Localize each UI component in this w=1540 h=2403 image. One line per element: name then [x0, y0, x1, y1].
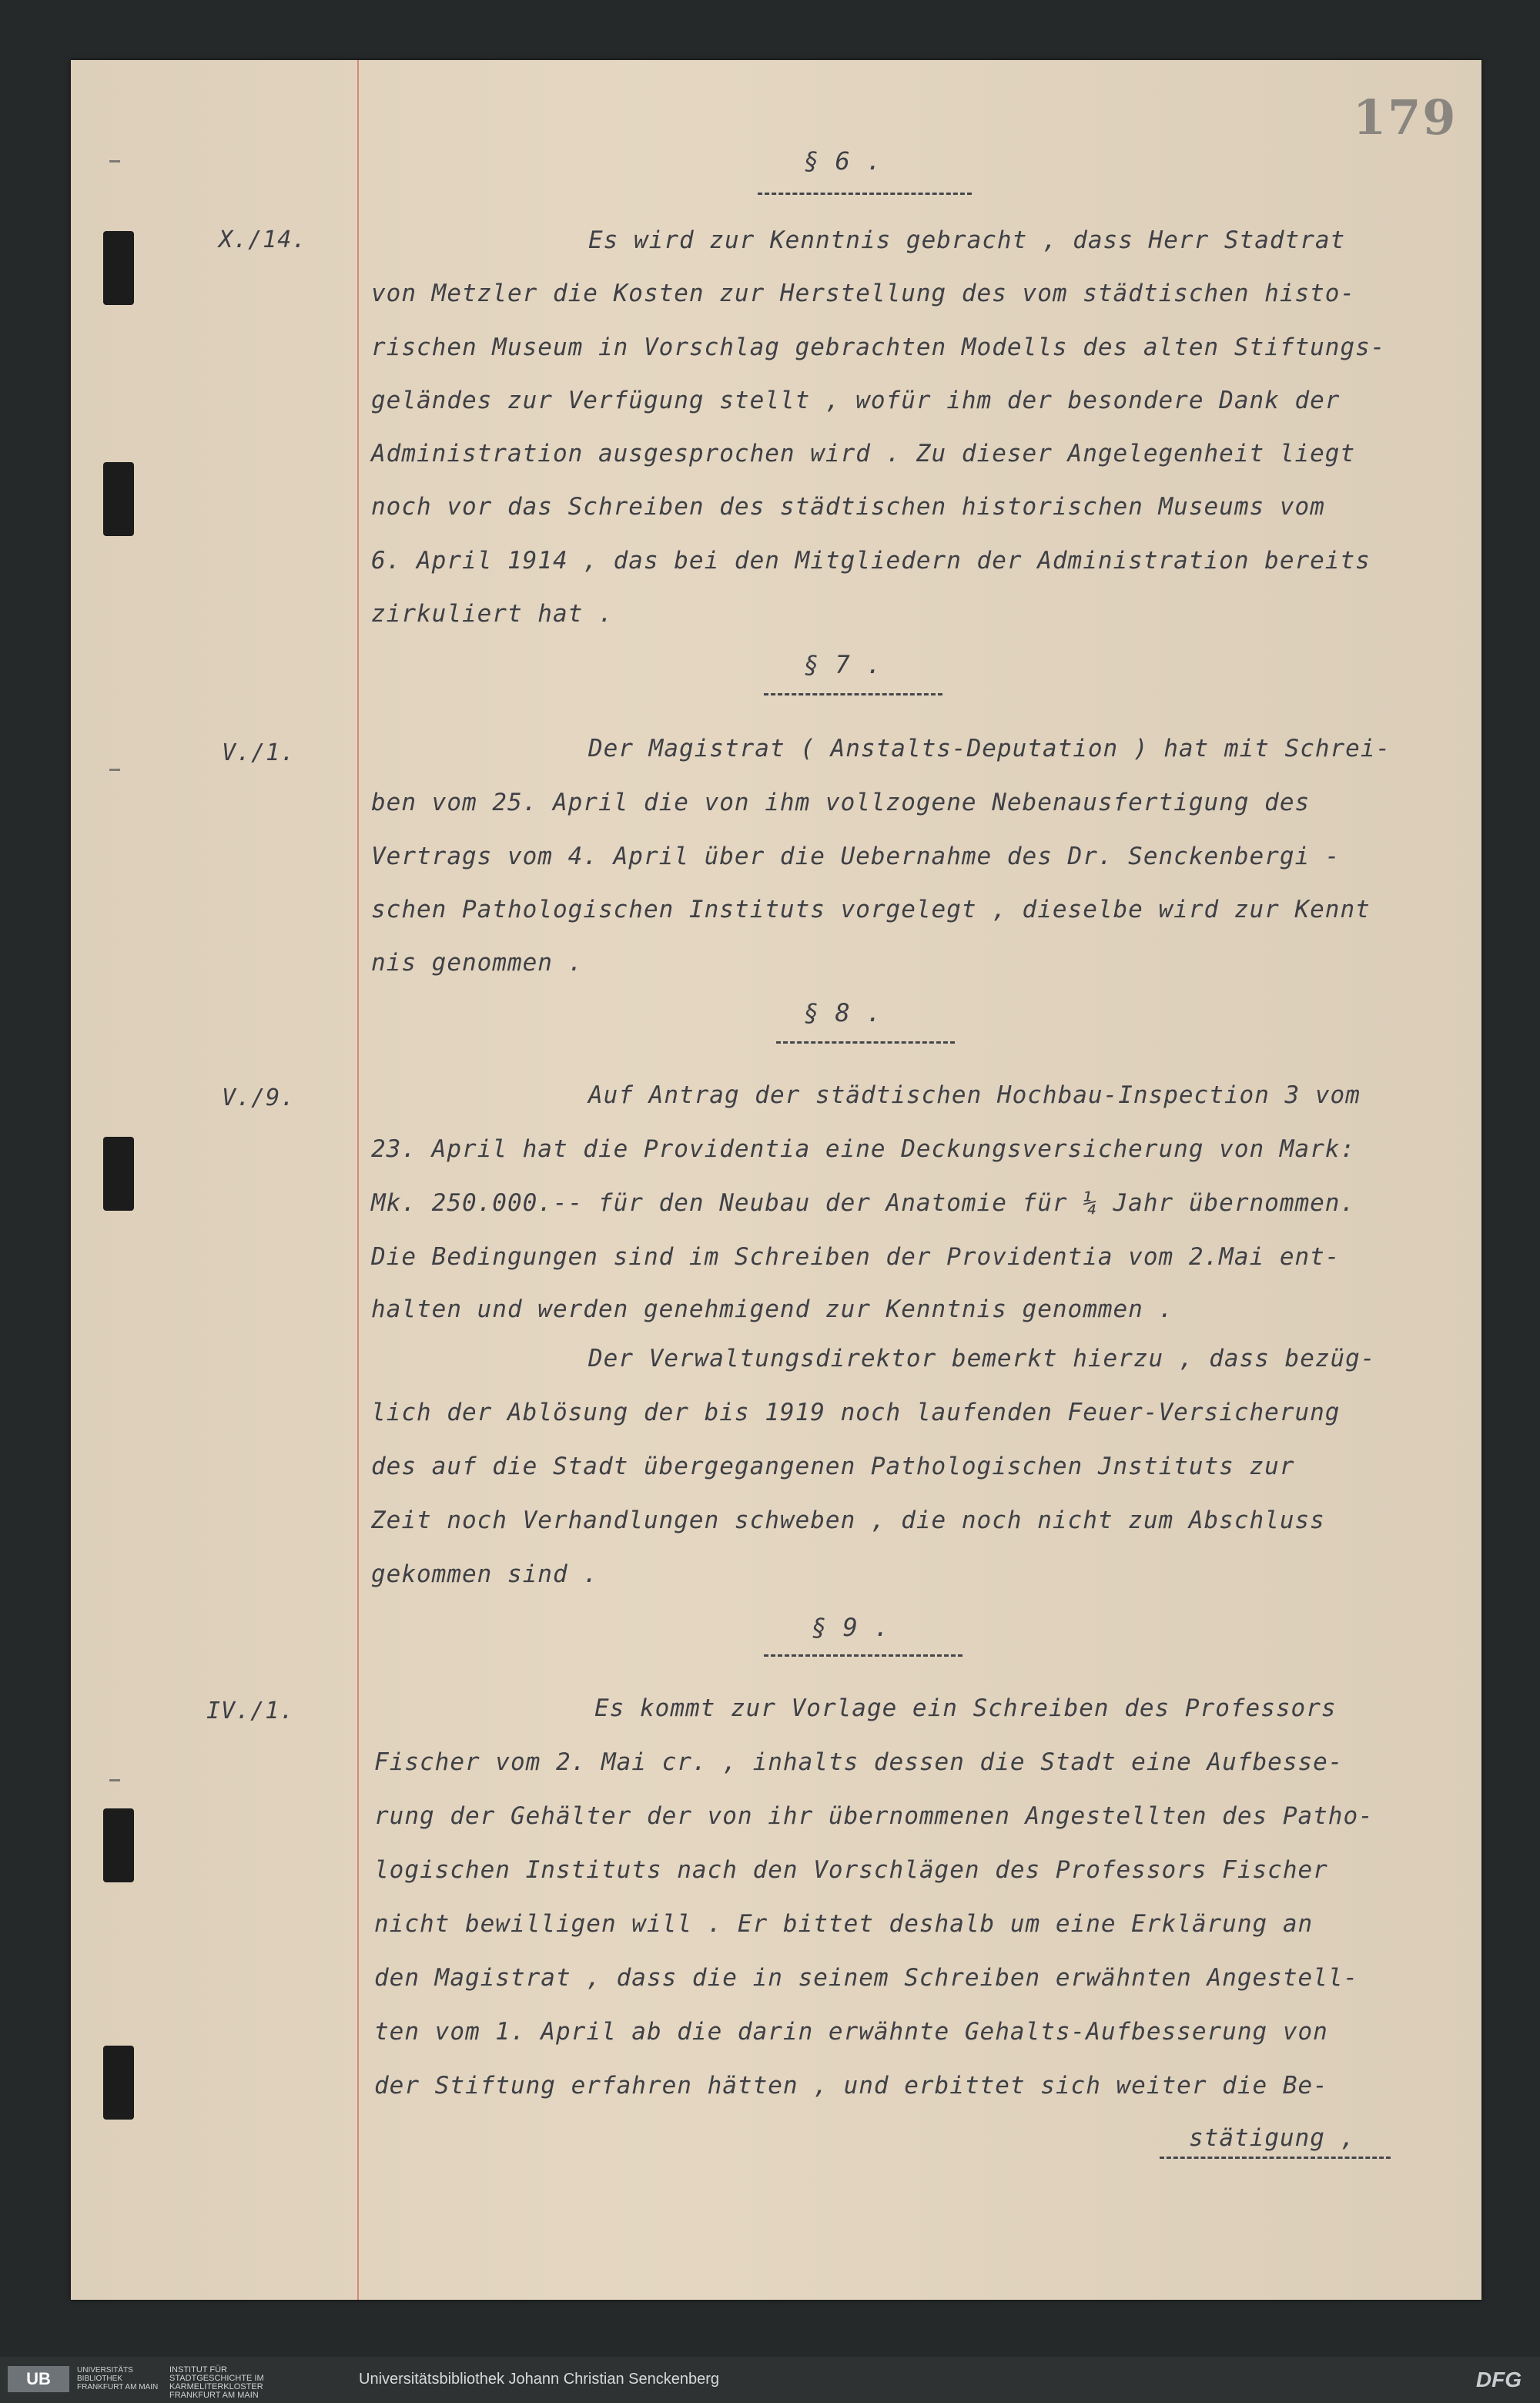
dfg-logo[interactable]: DFG — [1475, 2368, 1522, 2391]
margin-tick — [109, 769, 120, 771]
section-heading: § 9 . — [812, 1613, 890, 1642]
text-line: 6. April 1914 , das bei den Mitgliedern der Administration bereits — [371, 547, 1371, 575]
text-line: Vertrags vom 4. April über die Uebernahme des Dr. Senckenbergi - — [371, 843, 1341, 870]
margin-reference: V./9. — [222, 1084, 296, 1111]
margin-rule — [357, 60, 359, 2300]
viewer-footer — [0, 2357, 1540, 2403]
text-line: von Metzler die Kosten zur Herstellung des vom städtischen histo- — [371, 280, 1356, 307]
text-line: Auf Antrag der städtischen Hochbau-Inspection 3 vom — [588, 1081, 1361, 1109]
text-line: Mk. 250.000.-- für den Neubau der Anatomie für ¼ Jahr übernommen. — [371, 1189, 1356, 1217]
text-line: Administration ausgesprochen wird . Zu dieser Angelegenheit liegt — [371, 440, 1356, 468]
text-line: rung der Gehälter der von ihr übernommenen Angestellten des Patho- — [374, 1802, 1374, 1830]
text-line: nis genommen . — [371, 949, 584, 977]
punch-hole — [103, 231, 134, 305]
margin-tick — [109, 160, 120, 163]
text-line: Der Verwaltungsdirektor bemerkt hierzu , dass bezüg- — [588, 1345, 1376, 1372]
punch-hole — [103, 462, 134, 536]
margin-tick — [109, 1779, 120, 1781]
library-name: Universitätsbibliothek Johann Christian Senckenberg — [359, 2371, 720, 2388]
text-line: noch vor das Schreiben des städtischen historischen Museums vom — [371, 493, 1325, 521]
text-line: ben vom 25. April die von ihm vollzogene Nebenausfertigung des — [371, 789, 1311, 816]
section-heading: § 6 . — [804, 146, 882, 176]
catchword: stätigung , — [1189, 2124, 1356, 2152]
text-line: nicht bewilligen will . Er bittet deshalb um eine Erklärung an — [374, 1910, 1314, 1938]
text-line: Die Bedingungen sind im Schreiben der Providentia vom 2.Mai ent- — [371, 1243, 1341, 1271]
punch-hole — [103, 1137, 134, 1211]
institute-logo[interactable]: INSTITUT FÜR STADTGESCHICHTE IM KARMELITERKLOSTER FRANKFURT AM MAIN — [169, 2365, 264, 2400]
text-line: 23. April hat die Providentia eine Deckungsversicherung von Mark: — [371, 1135, 1356, 1163]
text-line: zirkuliert hat . — [371, 600, 614, 628]
ub-logo-text: UNIVERSITÄTS BIBLIOTHEK FRANKFURT AM MAIN — [77, 2366, 159, 2391]
margin-reference: V./1. — [222, 739, 296, 766]
punch-hole — [103, 2046, 134, 2120]
text-line: schen Pathologischen Instituts vorgelegt , dieselbe wird zur Kennt — [371, 896, 1371, 923]
text-line: Fischer vom 2. Mai cr. , inhalts dessen die Stadt eine Aufbesse- — [374, 1748, 1344, 1776]
page-number: 179 — [1353, 89, 1458, 146]
section-heading: § 7 . — [804, 650, 882, 679]
heading-underline — [758, 193, 972, 195]
margin-reference: X./14. — [219, 226, 307, 253]
document-page — [71, 60, 1481, 2300]
text-line: gekommen sind . — [371, 1560, 598, 1588]
text-line: ten vom 1. April ab die darin erwähnte Gehalts-Aufbesserung von — [374, 2018, 1328, 2046]
text-line: geländes zur Verfügung stellt , wofür ihm der besondere Dank der — [371, 387, 1341, 414]
text-line: lich der Ablösung der bis 1919 noch laufenden Feuer-Versicherung — [371, 1399, 1341, 1426]
text-line: Der Magistrat ( Anstalts-Deputation ) hat mit Schrei- — [588, 735, 1391, 762]
text-line: Es wird zur Kenntnis gebracht , dass Herr Stadtrat — [588, 226, 1346, 254]
text-line: des auf die Stadt übergegangenen Pathologischen Jnstituts zur — [371, 1453, 1295, 1480]
heading-underline — [776, 1041, 955, 1044]
heading-underline — [764, 1654, 962, 1657]
text-line: Es kommt zur Vorlage ein Schreiben des Professors — [594, 1694, 1337, 1722]
ub-logo[interactable]: UB — [8, 2366, 69, 2392]
text-line: Zeit noch Verhandlungen schweben , die noch nicht zum Abschluss — [371, 1506, 1325, 1534]
text-line: den Magistrat , dass die in seinem Schreiben erwähnten Angestell- — [374, 1964, 1359, 1992]
heading-underline — [764, 693, 942, 695]
section-heading: § 8 . — [804, 998, 882, 1027]
catchword-underline — [1160, 2157, 1391, 2159]
punch-hole — [103, 1808, 134, 1882]
text-line: der Stiftung erfahren hätten , und erbittet sich weiter die Be- — [374, 2072, 1328, 2100]
text-line: rischen Museum in Vorschlag gebrachten Modells des alten Stiftungs- — [371, 333, 1386, 361]
margin-reference: IV./1. — [206, 1698, 295, 1724]
text-line: halten und werden genehmigend zur Kenntnis genommen . — [371, 1295, 1174, 1323]
text-line: logischen Instituts nach den Vorschlägen des Professors Fischer — [374, 1856, 1328, 1884]
